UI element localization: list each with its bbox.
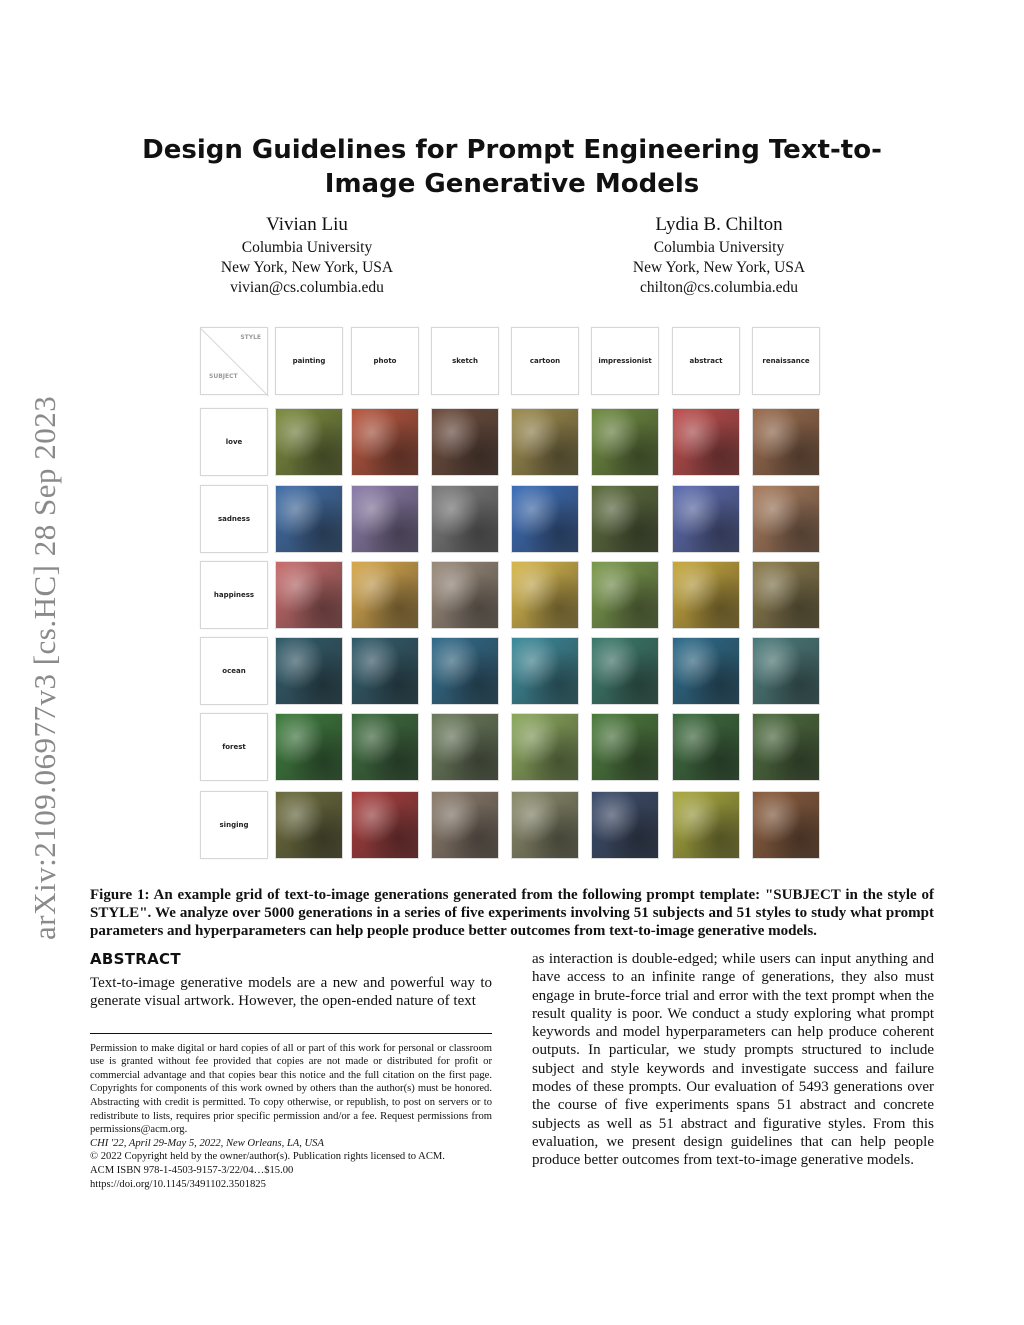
- footnote-rule: [90, 1033, 492, 1034]
- isbn-line: ACM ISBN 978-1-4503-9157-3/22/04…$15.00: [90, 1164, 294, 1176]
- generated-image-love-sketch: [431, 408, 499, 476]
- generated-image-singing-impressionist: [591, 791, 659, 859]
- figure-caption: Figure 1: An example grid of text-to-image generations generated from the following prompt template: "SUBJECT in the style of STYLE". We analyze over 5000 generations in a series of five experiments involving 51 subjects and 51 styles to study what prompt parameters and hyperparameters can help people produce better outcomes from text-to-image generative models.: [90, 887, 934, 939]
- generated-image-singing-photo: [351, 791, 419, 859]
- style-label: sketch: [452, 357, 478, 365]
- style-label: painting: [292, 357, 326, 365]
- subject-header-singing: [200, 791, 268, 859]
- generated-image-happiness-abstract: [672, 561, 740, 629]
- style-header-painting: [275, 327, 343, 395]
- generated-image-forest-sketch: [431, 713, 499, 781]
- doi-line: https://doi.org/10.1145/3491102.3501825: [90, 1178, 266, 1190]
- generated-image-ocean-photo: [351, 637, 419, 705]
- grid-corner-cell: [200, 327, 268, 395]
- generated-image-singing-sketch: [431, 791, 499, 859]
- style-label: renaissance: [762, 357, 810, 365]
- permission-notice: Permission to make digital or hard copies of all or part of this work for personal or classroom use is granted without fee provided that copies are not made or distributed for profit or commercial advantage and that copies bear this notice and the full citation on the first page. Copyrights for components of this work owned by others than the author(s) must be honored. Abstracting with credit is permitted. To copy otherwise, or republish, to post on servers or to redistribute to lists, requires prior specific permission and/or a fee. Request permissions from permissions@acm.org.: [90, 1042, 492, 1136]
- author-location: New York, New York, USA: [220, 259, 394, 276]
- generated-image-sadness-painting: [275, 485, 343, 553]
- generated-image-forest-cartoon: [511, 713, 579, 781]
- generated-image-love-abstract: [672, 408, 740, 476]
- right-column: [532, 950, 934, 1170]
- style-header-impressionist: [591, 327, 659, 395]
- generated-image-ocean-cartoon: [511, 637, 579, 705]
- generated-image-ocean-renaissance: [752, 637, 820, 705]
- corner-subject-label: SUBJECT: [209, 373, 238, 380]
- generated-image-forest-abstract: [672, 713, 740, 781]
- author-email: chilton@cs.columbia.edu: [639, 279, 799, 296]
- generated-image-sadness-cartoon: [511, 485, 579, 553]
- arxiv-identifier: arXiv:2109.06977v3 [cs.HC] 28 Sep 2023: [27, 395, 62, 940]
- style-header-cartoon: [511, 327, 579, 395]
- left-column: [90, 950, 492, 1191]
- subject-header-forest: [200, 713, 268, 781]
- subject-header-happiness: [200, 561, 268, 629]
- style-label: photo: [373, 357, 397, 365]
- author-name: Vivian Liu: [266, 214, 348, 235]
- generated-image-happiness-impressionist: [591, 561, 659, 629]
- generated-image-happiness-painting: [275, 561, 343, 629]
- venue-line: CHI '22, April 29-May 5, 2022, New Orleans, LA, USA: [90, 1137, 324, 1149]
- subject-header-love: [200, 408, 268, 476]
- generated-image-forest-photo: [351, 713, 419, 781]
- generated-image-ocean-painting: [275, 637, 343, 705]
- generated-image-happiness-photo: [351, 561, 419, 629]
- author-location: New York, New York, USA: [632, 259, 806, 276]
- paper-title: Design Guidelines for Prompt Engineering Text-to-Image Generative Models: [142, 135, 882, 199]
- author-block-2: [589, 212, 849, 298]
- generated-image-forest-painting: [275, 713, 343, 781]
- subject-header-sadness: [200, 485, 268, 553]
- style-label: cartoon: [529, 357, 561, 365]
- style-header-sketch: [431, 327, 499, 395]
- generated-image-love-photo: [351, 408, 419, 476]
- generated-image-happiness-renaissance: [752, 561, 820, 629]
- generated-image-singing-renaissance: [752, 791, 820, 859]
- abstract-text-left: Text-to-image generative models are a new and powerful way to generate visual artwork. However, the open-ended nature of text: [90, 975, 492, 1010]
- style-label: impressionist: [598, 357, 652, 365]
- copyright-line: © 2022 Copyright held by the owner/author(s). Publication rights licensed to ACM.: [90, 1151, 445, 1163]
- corner-style-label: STYLE: [240, 334, 261, 341]
- author-email: vivian@cs.columbia.edu: [230, 279, 384, 296]
- style-header-renaissance: [752, 327, 820, 395]
- generated-image-singing-painting: [275, 791, 343, 859]
- subject-label: happiness: [213, 591, 255, 599]
- author-name: Lydia B. Chilton: [655, 214, 783, 235]
- subject-label: singing: [219, 821, 249, 829]
- generated-image-singing-abstract: [672, 791, 740, 859]
- abstract-heading: ABSTRACT: [90, 950, 181, 968]
- style-label: abstract: [689, 357, 723, 365]
- author-affiliation: Columbia University: [653, 239, 785, 256]
- generated-image-love-impressionist: [591, 408, 659, 476]
- generated-image-ocean-impressionist: [591, 637, 659, 705]
- generated-image-sadness-impressionist: [591, 485, 659, 553]
- figure-image-grid: [200, 327, 824, 863]
- style-header-photo: [351, 327, 419, 395]
- author-affiliation: Columbia University: [241, 239, 373, 256]
- generated-image-sadness-renaissance: [752, 485, 820, 553]
- generated-image-forest-renaissance: [752, 713, 820, 781]
- generated-image-ocean-abstract: [672, 637, 740, 705]
- abstract-text-right: as interaction is double-edged; while users can input anything and have access to an infinite range of generations, they also must engage in brute-force trial and error with the text prompt when the result quality is poor. We conduct a study exploring what prompt keywords and model hyperparameters can help produce coherent outputs. In particular, we study prompts structured to include subject and style keywords and investigate success and failure modes of these prompts. Our evaluation of 5493 generations over the course of five experiments spans 51 abstract and concrete subjects as well as 51 abstract and figurative styles. From this evaluation, we present design guidelines that can help people produce better outcomes from text-to-image generative models.: [532, 951, 934, 1169]
- generated-image-ocean-sketch: [431, 637, 499, 705]
- generated-image-sadness-sketch: [431, 485, 499, 553]
- author-block-1: [177, 212, 437, 298]
- generated-image-happiness-cartoon: [511, 561, 579, 629]
- style-header-abstract: [672, 327, 740, 395]
- subject-label: love: [225, 438, 243, 446]
- generated-image-love-painting: [275, 408, 343, 476]
- subject-label: ocean: [222, 667, 246, 675]
- generated-image-love-cartoon: [511, 408, 579, 476]
- generated-image-sadness-abstract: [672, 485, 740, 553]
- generated-image-love-renaissance: [752, 408, 820, 476]
- subject-label: forest: [222, 743, 246, 751]
- generated-image-sadness-photo: [351, 485, 419, 553]
- subject-label: sadness: [218, 515, 250, 523]
- generated-image-singing-cartoon: [511, 791, 579, 859]
- generated-image-happiness-sketch: [431, 561, 499, 629]
- generated-image-forest-impressionist: [591, 713, 659, 781]
- subject-header-ocean: [200, 637, 268, 705]
